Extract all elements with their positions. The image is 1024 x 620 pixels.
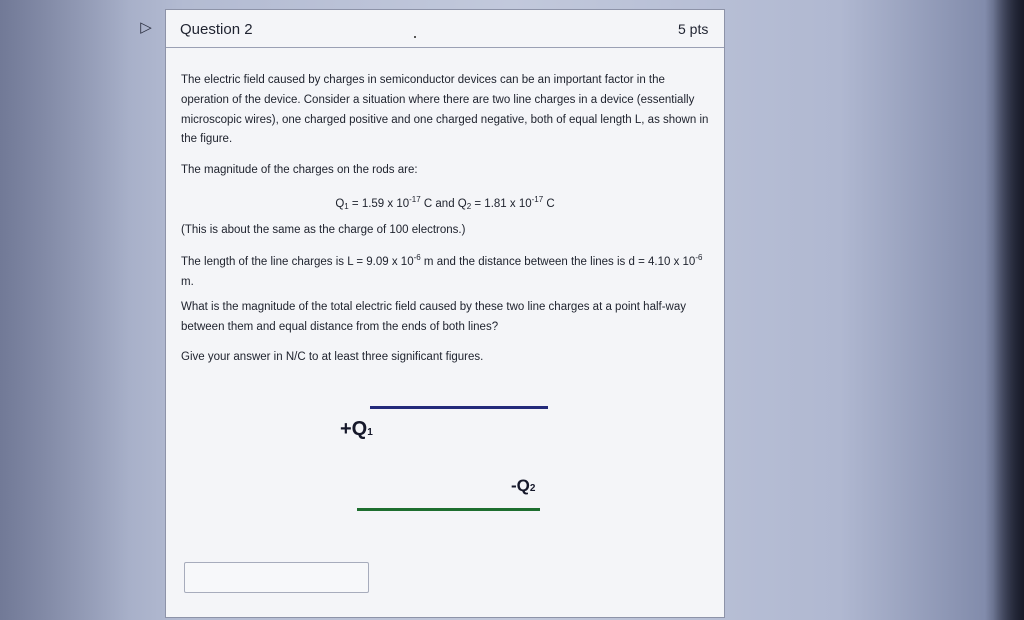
question-points: 5 pts	[678, 21, 709, 37]
flag-question-icon[interactable]: ▷	[140, 19, 152, 36]
q1-subscript: 1	[344, 202, 349, 211]
negative-line-charge	[357, 508, 540, 511]
length-distance-text	[181, 248, 709, 293]
q2-label: -Q	[511, 476, 530, 495]
q2-label-sub: 2	[529, 483, 536, 494]
header-dot	[414, 36, 416, 38]
question-header	[166, 10, 724, 48]
q1-label-sub: 1	[367, 427, 373, 438]
q1-symbol: Q	[335, 198, 345, 210]
q2-value: = 1.81 x 10	[471, 198, 532, 210]
q2-unit: C	[543, 198, 555, 210]
q1-exponent: -17	[409, 195, 421, 204]
positive-charge-label	[340, 418, 373, 441]
q2-exponent: -17	[531, 195, 544, 204]
question-paragraph-6: Give your answer in N/C to at least three significant figures.	[181, 351, 484, 363]
answer-input[interactable]	[184, 562, 369, 593]
positive-line-charge	[370, 406, 548, 409]
length-exponent: -6	[413, 253, 421, 262]
question-paragraph-3: (This is about the same as the charge of 100 electrons.)	[181, 224, 466, 236]
question-card	[165, 9, 725, 618]
length-part-3: m.	[181, 275, 194, 288]
negative-charge-label	[511, 476, 535, 496]
charges-formula	[181, 190, 709, 217]
distance-exponent: -6	[695, 253, 703, 262]
question-paragraph-2: The magnitude of the charges on the rods are:	[181, 164, 418, 176]
length-part-2: m and the distance between the lines is d = 4.10 x 10	[420, 256, 696, 268]
q2-subscript: 2	[466, 202, 472, 211]
q1-unit: C and	[420, 198, 458, 210]
question-paragraph-1: The electric field caused by charges in semiconductor devices can be an important factor in the operation of the device. Consider a situation where there are two line charges in a device (essentially microscopic wires), one charged positive and one charged negative, both of equal length L, as shown in the figure.	[181, 74, 709, 146]
q2-symbol: Q	[457, 198, 467, 210]
question-paragraph-5: What is the magnitude of the total electric field caused by these two line charges at a point half-way between them and equal distance from the ends of both lines?	[181, 301, 687, 333]
background-shade-left	[0, 0, 130, 620]
question-title: Question 2	[180, 21, 253, 38]
length-part-1: The length of the line charges is L = 9.09 x 10	[181, 256, 414, 268]
background-shade-right	[985, 0, 1024, 620]
q1-value: = 1.59 x 10	[348, 198, 410, 210]
q1-label: +Q	[340, 418, 368, 440]
